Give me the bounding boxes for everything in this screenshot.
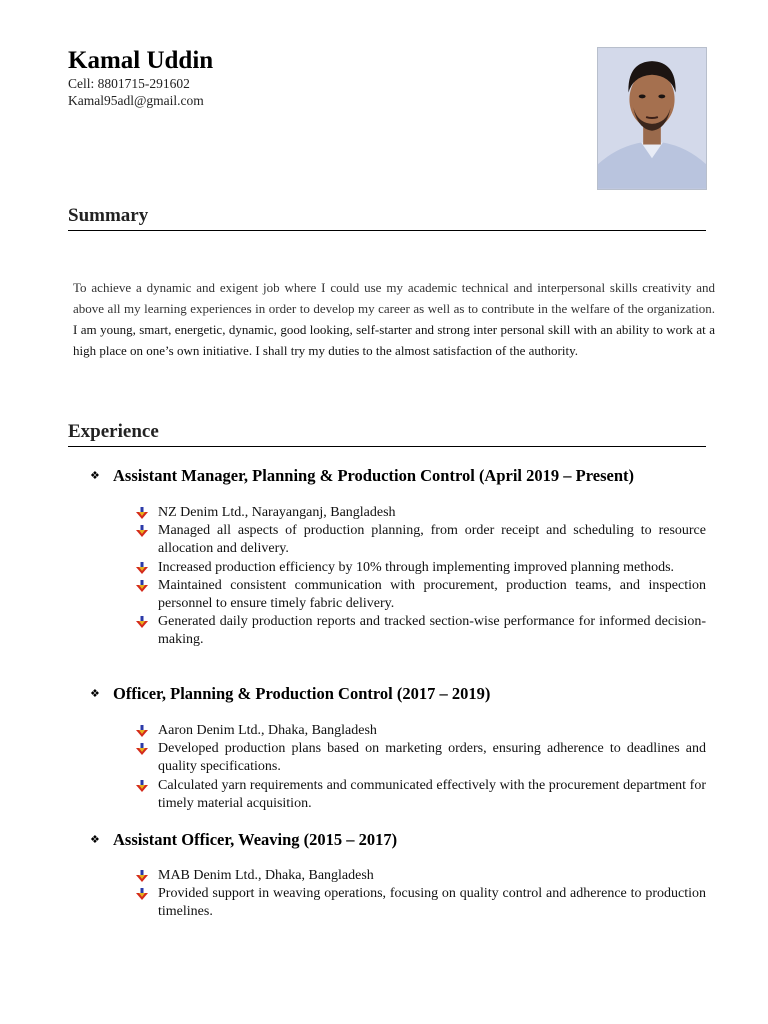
email-address: Kamal95adl@gmail.com xyxy=(68,93,204,108)
job-bullet-list xyxy=(136,504,706,650)
arrow-down-bullet-icon xyxy=(136,525,148,537)
job-bullet-list xyxy=(136,867,706,922)
list-item: MAB Denim Ltd., Dhaka, Bangladesh xyxy=(136,867,706,885)
job-title: Assistant Officer, Weaving (2015 – 2017) xyxy=(113,830,398,849)
arrow-down-bullet-icon xyxy=(136,888,148,900)
arrow-down-bullet-icon xyxy=(136,616,148,628)
list-item: Managed all aspects of production planning, from order receipt and scheduling to resource allocation and delivery. xyxy=(136,522,706,558)
arrow-down-bullet-icon xyxy=(136,725,148,737)
arrow-down-bullet-icon xyxy=(136,562,148,574)
arrow-down-bullet-icon xyxy=(136,580,148,592)
job-bullet-list xyxy=(136,722,706,813)
diamond-bullet-icon: ❖ xyxy=(90,470,100,482)
list-item: Maintained consistent communication with procurement, production teams, and inspection personnel to ensure timely fabric delivery. xyxy=(136,577,706,613)
list-item: Generated daily production reports and tracked section-wise performance for informed decision-making. xyxy=(136,613,706,649)
list-item: Developed production plans based on marketing orders, ensuring adherence to deadlines and quality specifications. xyxy=(136,740,706,776)
experience-heading: Experience xyxy=(68,421,706,447)
job-title: Officer, Planning & Production Control (2017 – 2019) xyxy=(113,684,491,703)
list-item: Provided support in weaving operations, focusing on quality control and adherence to production timelines. xyxy=(136,885,706,921)
job-title: Assistant Manager, Planning & Production Control (April 2019 – Present) xyxy=(113,466,634,485)
arrow-down-bullet-icon xyxy=(136,780,148,792)
summary-text-part2: I am young, smart, energetic, dynamic, good looking, self-starter and strong inter personal skill with an ability to work at a high place on one’s own initiative. I shall try my duties to the almost satisfaction of the authority. xyxy=(73,322,715,358)
diamond-bullet-icon: ❖ xyxy=(90,688,100,700)
list-item: Increased production efficiency by 10% through implementing improved planning methods. xyxy=(136,559,706,577)
list-item: NZ Denim Ltd., Narayanganj, Bangladesh xyxy=(136,504,706,522)
list-item: Calculated yarn requirements and communicated effectively with the procurement department for timely material acquisition. xyxy=(136,777,706,813)
diamond-bullet-icon: ❖ xyxy=(90,834,100,846)
profile-photo xyxy=(597,47,707,190)
summary-text-part1: To achieve a dynamic and exigent job where I could use my academic technical and interpersonal skills creativity and above all my learning experiences in order to develop my career as well as to contribute in the welfare of the organization. xyxy=(73,280,715,316)
arrow-down-bullet-icon xyxy=(136,870,148,882)
candidate-name: Kamal Uddin xyxy=(68,47,214,74)
arrow-down-bullet-icon xyxy=(136,743,148,755)
summary-heading: Summary xyxy=(68,205,706,231)
list-item: Aaron Denim Ltd., Dhaka, Bangladesh xyxy=(136,722,706,740)
summary-paragraph xyxy=(73,277,715,361)
phone-number: Cell: 8801715-291602 xyxy=(68,76,190,91)
arrow-down-bullet-icon xyxy=(136,507,148,519)
